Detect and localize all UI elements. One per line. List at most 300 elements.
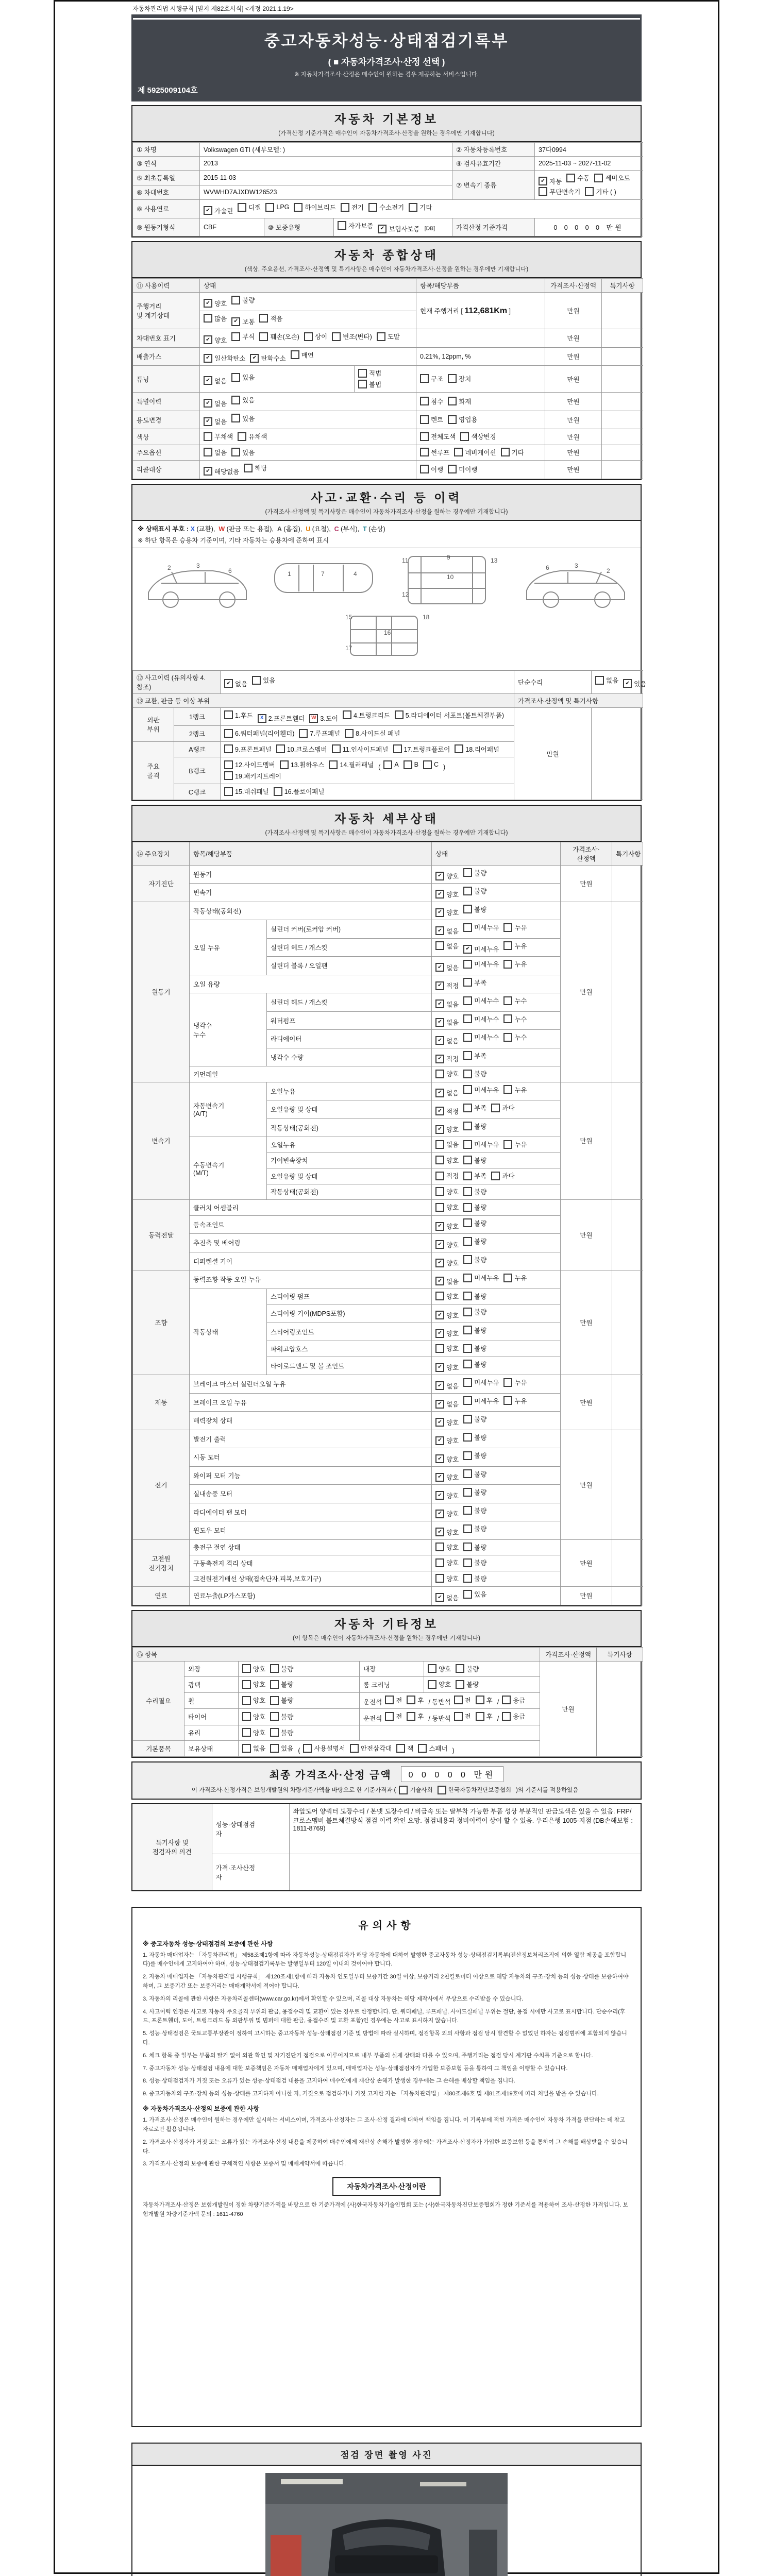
checkbox-후[interactable]: 후 — [407, 1711, 424, 1721]
table-row: 수동변속기 (M/T) 오일누유 없음 미세누유 누유 — [133, 1137, 643, 1153]
checkbox-불량[interactable]: 불량 — [270, 1728, 293, 1737]
checkbox-해당없음[interactable]: ✔ 해당없음 — [204, 467, 239, 476]
option-text: 운전석 — [363, 1699, 382, 1706]
checkbox-무채색[interactable]: 무채색 — [204, 432, 233, 441]
checkbox-icon — [224, 787, 233, 796]
checkbox-없음[interactable]: 없음 — [435, 1140, 459, 1149]
checkbox-불량[interactable]: 불량 — [463, 1187, 486, 1196]
checkbox-양호[interactable]: 양호 — [435, 1202, 459, 1212]
checkbox-양호[interactable]: 양호 — [242, 1696, 265, 1705]
checkbox-icon — [503, 1085, 512, 1094]
table-row: 배력장치 상태 ✔ 양호 불량 — [133, 1412, 643, 1430]
checkbox-상이[interactable]: 상이 — [304, 332, 327, 341]
checkbox-사용설명서[interactable]: 사용설명서 — [303, 1743, 345, 1753]
checkbox-양호[interactable]: 양호 — [435, 1069, 459, 1078]
panel-checkbox-19.패키지트레이[interactable]: 19.패키지트레이 — [224, 771, 281, 781]
checkbox-미세누유[interactable]: 미세누유 — [463, 1140, 499, 1149]
checkbox-변조(변타)[interactable]: 변조(변타) — [332, 332, 372, 341]
label-reg-no: ② 자동차등록번호 — [452, 143, 535, 157]
checkbox-불량[interactable]: 불량 — [463, 1202, 486, 1212]
col-note: 특기사항 — [602, 279, 643, 293]
checkbox-훼손(오손)[interactable]: 훼손(오손) — [259, 332, 299, 341]
checkbox-icon — [501, 448, 510, 456]
diagram-underbody-rear-view — [330, 609, 443, 666]
checkbox-전[interactable]: 전 — [385, 1696, 402, 1705]
checkbox-누유[interactable]: 누유 — [503, 1396, 527, 1405]
checkbox-양호[interactable]: ✔ 양호 — [435, 1311, 459, 1320]
table-row: 용도변경 ✔ 없음 있음 렌트 영업용 만원 — [133, 411, 643, 429]
checkbox-없음[interactable]: ✔ 없음 — [435, 999, 459, 1009]
checkbox-없음[interactable]: 없음 — [595, 675, 618, 685]
panel-checkbox-13.휠하우스[interactable]: 13.휠하우스 — [280, 760, 325, 769]
checkbox-안전삼각대[interactable]: 안전삼각대 — [350, 1743, 392, 1753]
svg-text:18: 18 — [423, 613, 430, 621]
checkbox-양호[interactable]: ✔ 양호 — [204, 335, 227, 345]
option-text: 운전석 — [363, 1715, 382, 1722]
checkbox-양호[interactable]: ✔ 양호 — [435, 1454, 459, 1464]
checkbox-누유[interactable]: 누유 — [503, 1085, 527, 1094]
panel-checkbox-16.플로어패널[interactable]: 16.플로어패널 — [274, 787, 325, 796]
checkbox-네비게이션[interactable]: 네비게이션 — [454, 448, 496, 457]
checkbox-있음[interactable]: 있음 — [463, 1589, 486, 1599]
panel-checkbox-2.프론트휀더[interactable]: X 2.프론트휀더 — [258, 714, 305, 723]
checkbox-있음[interactable]: 있음 — [270, 1743, 293, 1753]
checkbox-불량[interactable]: 불량 — [463, 1558, 486, 1567]
checkbox-양호[interactable]: ✔ 양호 — [435, 1472, 459, 1482]
checkbox-기타 ( )[interactable]: 기타 ( ) — [585, 187, 616, 196]
checkbox-C[interactable]: C — [423, 760, 439, 769]
checkbox-부족[interactable]: 부족 — [463, 1171, 486, 1180]
checkbox-불량[interactable]: 불량 — [463, 886, 486, 895]
checkbox-불량[interactable]: 불량 — [463, 905, 486, 914]
table-row: 차대번호 표기 ✔ 양호 부식 훼손(오손) 상이 변조(변타) 도말 만원 — [133, 329, 643, 348]
checkbox-잭[interactable]: 잭 — [396, 1743, 413, 1753]
table-row: 주요옵션 없음 있음 썬루프 네비게이션 기타 만원 — [133, 445, 643, 461]
checkbox-양호[interactable]: ✔ 양호 — [435, 1125, 459, 1134]
checkbox-icon — [435, 1558, 444, 1567]
checkbox-없음[interactable]: 없음 — [435, 941, 459, 951]
checkbox-미세누유[interactable]: 미세누유 — [463, 959, 499, 969]
panel-checkbox-11.인사이드패널[interactable]: 11.인사이드패널 — [332, 744, 389, 754]
checkbox-과다[interactable]: 과다 — [491, 1103, 514, 1112]
checkbox-불량[interactable]: 불량 — [270, 1696, 293, 1705]
checkbox-icon — [242, 1664, 251, 1673]
table-row: 스티어링 기어(MDPS포함) ✔ 양호 불량 — [133, 1304, 643, 1323]
checkbox-불량[interactable]: 불량 — [463, 1122, 486, 1131]
checkbox-icon: ✔ — [435, 1222, 444, 1231]
checkbox-불량[interactable]: 불량 — [463, 1524, 486, 1533]
checkbox-icon — [242, 1696, 251, 1705]
checkbox-없음[interactable]: ✔ 없음 — [435, 1088, 459, 1097]
value-fuel — [200, 200, 643, 218]
checkbox-양호[interactable]: ✔ 양호 — [435, 1528, 459, 1537]
panel-checkbox-7.루프패널[interactable]: 7.루프패널 — [299, 728, 340, 738]
checkbox-양호[interactable]: ✔ 양호 — [435, 1418, 459, 1427]
checkbox-양호[interactable]: ✔ 양호 — [435, 1258, 459, 1267]
checkbox-양호[interactable]: 양호 — [435, 1292, 459, 1301]
checkbox-탄화수소[interactable]: ✔ 탄화수소 — [250, 353, 285, 363]
checkbox-없음[interactable]: ✔ 없음 — [435, 1381, 459, 1391]
checkbox-양호[interactable]: ✔ 양호 — [435, 1329, 459, 1338]
table-row: 디퍼렌셜 기어 ✔ 양호 불량 — [133, 1252, 643, 1270]
panel-checkbox-5.라디에이터 서포트(볼트체결부품)[interactable]: 5.라디에이터 서포트(볼트체결부품) — [395, 710, 504, 720]
checkbox-미세누유[interactable]: 미세누유 — [463, 1085, 499, 1094]
checkbox-양호[interactable]: ✔ 양호 — [435, 1240, 459, 1249]
checkbox-미이행[interactable]: 미이행 — [448, 465, 477, 474]
checkbox-이행[interactable]: 이행 — [420, 465, 443, 474]
checkbox-icon — [454, 448, 463, 456]
checkbox-icon — [418, 1744, 427, 1753]
checkbox-불량[interactable]: 불량 — [270, 1712, 293, 1721]
checkbox-불량[interactable]: 불량 — [463, 1255, 486, 1264]
panel-checkbox-9.프론트패널[interactable]: 9.프론트패널 — [224, 744, 272, 754]
checkbox-있음[interactable]: 있음 — [231, 395, 255, 404]
checkbox-icon — [435, 1172, 444, 1180]
checkbox-양호[interactable]: 양호 — [435, 1574, 459, 1583]
panel-checkbox-10.크로스멤버[interactable]: 10.크로스멤버 — [276, 744, 327, 754]
checkbox-icon: ✔ — [435, 1259, 444, 1267]
table-row: 광택 양호 불량 룸 크리닝 양호 불량 — [133, 1677, 643, 1693]
checkbox-icon — [259, 332, 268, 341]
checkbox-양호[interactable]: 양호 — [435, 1156, 459, 1165]
checkbox-불량[interactable]: 불량 — [463, 1344, 486, 1353]
checkbox-있음[interactable]: 있음 — [231, 448, 255, 457]
checkbox-icon — [265, 203, 274, 212]
panel-checkbox-17.트렁크플로어[interactable]: 17.트렁크플로어 — [393, 744, 450, 754]
checkbox-불량[interactable]: 불량 — [463, 1487, 486, 1497]
checkbox-불량[interactable]: 불량 — [463, 1326, 486, 1335]
checkbox-전체도색[interactable]: 전체도색 — [420, 432, 456, 441]
checkbox-icon — [503, 996, 512, 1005]
checkbox-디젤[interactable]: 디젤 — [238, 202, 261, 212]
checkbox-없음[interactable]: 없음 — [204, 448, 227, 457]
checkbox-불량[interactable]: 불량 — [270, 1664, 293, 1673]
checkbox-많음[interactable]: 많음 — [204, 314, 227, 323]
checkbox-icon: ✔ — [539, 177, 547, 185]
checkbox-불량[interactable]: 불량 — [463, 1574, 486, 1583]
checkbox-화재[interactable]: 화재 — [448, 397, 471, 406]
checkbox-icon — [491, 1172, 500, 1180]
checkbox-자가보증[interactable]: 자가보증 — [338, 221, 373, 230]
checkbox-미세누수[interactable]: 미세누수 — [463, 1032, 499, 1042]
checkbox-양호[interactable]: ✔ 양호 — [435, 1222, 459, 1231]
checkbox-icon: ✔ — [435, 1036, 444, 1045]
checkbox-양호[interactable]: 양호 — [435, 1344, 459, 1353]
checkbox-전기[interactable]: 전기 — [341, 202, 364, 212]
checkbox-부족[interactable]: 부족 — [463, 978, 486, 987]
checkbox-양호[interactable]: ✔ 양호 — [435, 1491, 459, 1500]
checkbox-응급[interactable]: 응급 — [502, 1711, 525, 1721]
checkbox-불량[interactable]: 불량 — [456, 1680, 479, 1689]
checkbox-기타[interactable]: 기타 — [501, 448, 524, 457]
checkbox-불량[interactable]: 불량 — [463, 1543, 486, 1552]
notice-item: 3. 가격조사·산정의 보증에 관한 구체적인 사항은 보증서 및 매매계약서에 따릅니다. — [143, 2161, 346, 2167]
svg-text:9: 9 — [447, 553, 450, 561]
checkbox-유채색[interactable]: 유채색 — [238, 432, 267, 441]
checkbox-미세누유[interactable]: 미세누유 — [463, 1273, 499, 1282]
checkbox-적정[interactable]: ✔ 적정 — [435, 1107, 459, 1116]
value-year: 2013 — [200, 157, 452, 171]
checkbox-미세누수[interactable]: 미세누수 — [463, 996, 499, 1005]
panel-checkbox-15.대쉬패널[interactable]: 15.대쉬패널 — [224, 787, 269, 796]
checkbox-없음[interactable]: ✔ 없음 — [435, 1018, 459, 1027]
table-row: 리콜대상 ✔ 해당없음 해당 이행 미이행 만원 — [133, 461, 643, 479]
checkbox-icon: ✔ — [204, 299, 212, 308]
table-row: 조향 동력조향 작동 오일 누유 ✔ 없음 미세누유 누유 만원 — [133, 1270, 643, 1289]
checkbox-수소전기[interactable]: 수소전기 — [368, 202, 404, 212]
checkbox-후[interactable]: 후 — [476, 1711, 493, 1721]
damage-legend-note: ※ 하단 항목은 승용차 기준이며, 기타 자동차는 승용차에 준하여 표시 — [132, 534, 641, 548]
checkbox-누수[interactable]: 누수 — [503, 1014, 527, 1024]
checkbox-부족[interactable]: 부족 — [463, 1051, 486, 1060]
checkbox-불량[interactable]: 불량 — [463, 1469, 486, 1479]
checkbox-보통[interactable]: ✔ 보통 — [231, 317, 255, 326]
checkbox-icon — [395, 710, 404, 719]
checkbox-불량[interactable]: 불량 — [463, 1451, 486, 1460]
table-row: 시동 모터 ✔ 양호 불량 — [133, 1448, 643, 1467]
checkbox-불량[interactable]: 불량 — [456, 1664, 479, 1673]
checkbox-보험사보증[interactable]: ✔ 보험사보증 — [378, 224, 419, 233]
checkbox-영업용[interactable]: 영업용 — [448, 415, 477, 424]
final-price-note: 이 가격조사·산정가격은 보험개발원의 차량기준가액을 바탕으로 한 기준가격과 ( 기술사회 한국자동차진단보증협회 )의 기준서를 적용하였음 — [138, 1785, 635, 1795]
checkbox-불량[interactable]: 불량 — [270, 1680, 293, 1689]
panel-checkbox-12.사이드멤버[interactable]: 12.사이드멤버 — [224, 760, 275, 769]
checkbox-전[interactable]: 전 — [385, 1711, 402, 1721]
checkbox-누수[interactable]: 누수 — [503, 1032, 527, 1042]
checkbox-과다[interactable]: 과다 — [491, 1171, 514, 1180]
checkbox-양호[interactable]: 양호 — [435, 1187, 459, 1196]
checkbox-icon — [463, 996, 472, 1005]
checkbox-도말[interactable]: 도말 — [377, 332, 400, 341]
value-first-reg: 2015-11-03 — [200, 171, 452, 185]
notice-items-1 — [143, 1951, 630, 2099]
checkbox-icon: ✔ — [204, 376, 212, 385]
checkbox-불량[interactable]: 불량 — [463, 1307, 486, 1316]
checkbox-icon: ✔ — [378, 225, 386, 233]
checkbox-색상변경[interactable]: 색상변경 — [460, 432, 496, 441]
checkbox-없음[interactable]: ✔ 없음 — [435, 1036, 459, 1045]
notice-item: 1. 가격조사·산정은 매수인이 원하는 경우에만 실시하는 서비스이며, 가격조사·산정자는 그 조사·산정 결과에 대하여 책임을 집니다. 이 기록부에 적힌 가격은 매수인이 자동차 가격을 판단하는 데 참고자료로만 활용됩니다. — [143, 2117, 626, 2132]
checkbox-A[interactable]: A — [383, 760, 398, 769]
checkbox-세미오토[interactable]: 세미오토 — [594, 173, 630, 182]
panel-checkbox-3.도어[interactable]: W 3.도어 — [309, 714, 338, 723]
checkbox-무단변속기[interactable]: 무단변속기 — [539, 187, 580, 196]
damage-code-T: T (손상) — [363, 525, 385, 533]
panel-checkbox-18.리어패널[interactable]: 18.리어패널 — [455, 744, 499, 754]
panel-checkbox-14.필러패널[interactable]: 14.필러패널 — [329, 760, 374, 769]
checkbox-해당[interactable]: 해당 — [244, 463, 267, 472]
checkbox-전[interactable]: 전 — [454, 1711, 471, 1721]
checkbox-불량[interactable]: 불량 — [463, 1433, 486, 1442]
checkbox-icon — [343, 710, 351, 719]
checkbox-icon — [463, 1326, 472, 1334]
checkbox-부식[interactable]: 부식 — [231, 332, 255, 341]
price-note-header: 가격조사·산정액 및 특기사항 — [514, 693, 643, 707]
checkbox-B[interactable]: B — [404, 760, 418, 769]
checkbox-없음[interactable]: ✔ 없음 — [435, 1277, 459, 1286]
checkbox-양호[interactable]: ✔ 양호 — [435, 1436, 459, 1445]
checkbox-누유[interactable]: 누유 — [503, 1273, 527, 1282]
checkbox-하이브리드[interactable]: 하이브리드 — [294, 202, 335, 212]
notice-item: 7. 중고자동차 성능·상태점검 내용에 대한 보증책임은 자동차 매매업자에게 있으며, 매매업자는 성능·상태점검자가 가입한 보증보험 등을 통하여 그 책임을 이행할 수 있습니다. — [143, 2065, 568, 2072]
checkbox-양호[interactable]: 양호 — [428, 1664, 451, 1673]
checkbox-불량[interactable]: 불량 — [463, 1156, 486, 1165]
checkbox-icon — [491, 1104, 500, 1112]
checkbox-없음[interactable]: ✔ 없음 — [204, 417, 227, 426]
checkbox-있음[interactable]: 있음 — [231, 372, 255, 382]
checkbox-icon — [456, 1664, 464, 1673]
svg-text:13: 13 — [491, 556, 498, 564]
checkbox-icon — [409, 203, 417, 212]
checkbox-후[interactable]: 후 — [407, 1696, 424, 1705]
checkbox-양호[interactable]: 양호 — [242, 1664, 265, 1673]
checkbox-부족[interactable]: 부족 — [463, 1103, 486, 1112]
table-row: 냉각수 누수 실린더 헤드 / 개스킷 ✔ 없음 미세누수 누수 — [133, 993, 643, 1012]
checkbox-가솔린[interactable]: ✔ 가솔린 — [204, 206, 233, 215]
checkbox-있음[interactable]: ✔ 있음 — [623, 679, 646, 688]
checkbox-불량[interactable]: 불량 — [463, 1218, 486, 1228]
checkbox-양호[interactable]: ✔ 양호 — [435, 1363, 459, 1372]
checkbox-기타[interactable]: 기타 — [409, 202, 432, 212]
checkbox-icon — [463, 1255, 472, 1264]
checkbox-icon — [463, 1308, 472, 1316]
checkbox-양호[interactable]: 양호 — [242, 1680, 265, 1689]
checkbox-누유[interactable]: 누유 — [503, 1378, 527, 1387]
checkbox-icon — [291, 350, 299, 359]
checkbox-양호[interactable]: ✔ 양호 — [435, 871, 459, 880]
checkbox-icon — [204, 448, 212, 456]
checkbox-장치[interactable]: 장치 — [448, 374, 471, 383]
checkbox-icon — [420, 432, 429, 441]
checkbox-양호[interactable]: 양호 — [242, 1728, 265, 1737]
checkbox-양호[interactable]: ✔ 양호 — [204, 299, 227, 308]
table-row: 와이퍼 모터 기능 ✔ 양호 불량 — [133, 1466, 643, 1485]
checkbox-icon — [539, 187, 547, 196]
checkbox-icon: ✔ — [435, 999, 444, 1008]
form-regulation-note: 자동차관리법 시행규칙 [별지 제82호서식] <개정 2021.1.19> — [132, 5, 294, 12]
checkbox-기술사회[interactable]: 기술사회 — [399, 1786, 432, 1794]
checkbox-없음[interactable]: ✔ 없음 — [435, 963, 459, 972]
detail-state-table — [132, 842, 643, 1605]
checkbox-양호[interactable]: 양호 — [242, 1712, 265, 1721]
checkbox-icon — [242, 1728, 251, 1737]
checkbox-일산화탄소[interactable]: ✔ 일산화탄소 — [204, 353, 245, 363]
checkbox-icon: ✔ — [435, 1329, 444, 1338]
checkbox-LPG[interactable]: LPG — [265, 203, 289, 212]
checkbox-불량[interactable]: 불량 — [463, 868, 486, 877]
table-row: 휠 양호 불량 운전석 전 후 / 동반석 전 후 / 응급 — [133, 1692, 643, 1709]
checkbox-불량[interactable]: 불량 — [463, 1414, 486, 1423]
checkbox-없음[interactable]: ✔ 없음 — [435, 1399, 459, 1409]
checkbox-icon — [463, 1187, 472, 1196]
checkbox-누유[interactable]: 누유 — [503, 941, 527, 951]
checkbox-응급[interactable]: 응급 — [502, 1696, 525, 1705]
checkbox-있음[interactable]: 있음 — [231, 414, 255, 423]
checkbox-적정[interactable]: 적정 — [435, 1171, 459, 1180]
panel-checkbox-1.후드[interactable]: 1.후드 — [224, 710, 253, 720]
checkbox-icon — [503, 1378, 512, 1387]
checkbox-불량[interactable]: 불량 — [463, 1506, 486, 1515]
checkbox-없음[interactable]: 없음 — [242, 1743, 265, 1753]
checkbox-없음[interactable]: ✔ 없음 — [435, 1593, 459, 1602]
checkbox-누유[interactable]: 누유 — [503, 1140, 527, 1149]
inspection-photo-1 — [265, 2473, 508, 2576]
checkbox-불법[interactable]: 불법 — [358, 380, 381, 389]
checkbox-구조[interactable]: 구조 — [420, 374, 443, 383]
checkbox-불량[interactable]: 불량 — [231, 295, 255, 304]
checkbox-불량[interactable]: 불량 — [463, 1292, 486, 1301]
checkbox-수동[interactable]: 수동 — [566, 173, 590, 182]
damage-code-legend: ※ 상태표시 부호 : X (교환), W (판금 또는 용접), A (흠집), U (요철), C (부식), T (손상) — [138, 525, 385, 533]
checkbox-누유[interactable]: 누유 — [503, 923, 527, 932]
checkbox-렌트[interactable]: 렌트 — [420, 415, 443, 424]
checkbox-없음[interactable]: ✔ 없음 — [204, 399, 227, 408]
svg-text:7: 7 — [321, 570, 325, 578]
notice-item: 1. 자동차 매매업자는 「자동차관리법」 제58조제1항에 따라 자동차성능·상태점검자가 해당 자동차에 대하여 발행한 중고자동차 성능·상태점검기록부(전산정보처리조직에 의한 열람 제공을 포함합니다)를 매수인에게 고지하여야 하며, 성능·상태점검기록부는 발행일부터 120일 이내의 것이어야 합니다. — [143, 1952, 627, 1968]
checkbox-적정[interactable]: ✔ 적정 — [435, 981, 459, 990]
checkbox-icon — [303, 1744, 312, 1753]
checkbox-누유[interactable]: 누유 — [503, 959, 527, 969]
checkbox-미세누유[interactable]: 미세누유 — [463, 923, 499, 932]
checkbox-스패너[interactable]: 스패너 — [418, 1743, 447, 1753]
checkbox-미세누유[interactable]: ✔ 미세누유 — [463, 944, 499, 954]
checkbox-icon: ✔ — [435, 1089, 444, 1097]
panel-checkbox-6.쿼터패널(리어휀더)[interactable]: 6.쿼터패널(리어휀더) — [224, 728, 294, 738]
checkbox-양호[interactable]: ✔ 양호 — [435, 908, 459, 917]
svg-text:15: 15 — [345, 613, 352, 621]
table-row: 주요 골격 A랭크 9.프론트패널 10.크로스멤버 11.인사이드패널 17.트렁크플로어 18.리어패널 — [133, 741, 643, 757]
checkbox-있음[interactable]: 있음 — [252, 675, 275, 685]
checkbox-침수[interactable]: 침수 — [420, 397, 443, 406]
price-appraisal-info-button[interactable]: 자동차가격조사·산정이란 — [332, 2177, 440, 2196]
checkbox-양호[interactable]: 양호 — [428, 1680, 451, 1689]
checkbox-미세누유[interactable]: 미세누유 — [463, 1396, 499, 1405]
checkbox-불량[interactable]: 불량 — [463, 1236, 486, 1246]
checkbox-자동[interactable]: ✔ 자동 — [539, 177, 562, 186]
checkbox-icon — [566, 174, 575, 182]
checkbox-양호[interactable]: ✔ 양호 — [435, 890, 459, 899]
inspection-photos-box — [131, 2443, 642, 2576]
checkbox-icon — [428, 1664, 436, 1673]
checkbox-없음[interactable]: ✔ 없음 — [224, 679, 247, 688]
checkbox-한국자동차진단보증협회[interactable]: 한국자동차진단보증협회 — [438, 1786, 511, 1794]
checkbox-icon: ✔ — [435, 1593, 444, 1602]
checkbox-누수[interactable]: 누수 — [503, 996, 527, 1005]
checkbox-매연[interactable]: 매연 — [291, 350, 314, 360]
checkbox-icon: ✔ — [435, 1055, 444, 1063]
checkbox-icon — [393, 744, 402, 753]
checkbox-없음[interactable]: ✔ 없음 — [204, 376, 227, 385]
checkbox-후[interactable]: 후 — [476, 1696, 493, 1705]
checkbox-불량[interactable]: 불량 — [463, 1069, 486, 1078]
checkbox-불량[interactable]: 불량 — [463, 1360, 486, 1369]
checkbox-전[interactable]: 전 — [454, 1696, 471, 1705]
panel-checkbox-4.트렁크리드[interactable]: 4.트렁크리드 — [343, 710, 390, 720]
panel-checkbox-8.사이드실 패널[interactable]: 8.사이드실 패널 — [345, 728, 400, 738]
checkbox-미세누수[interactable]: 미세누수 — [463, 1014, 499, 1024]
checkbox-양호[interactable]: 양호 — [435, 1558, 459, 1567]
checkbox-없음[interactable]: ✔ 없음 — [435, 926, 459, 936]
checkbox-양호[interactable]: ✔ 양호 — [435, 1509, 459, 1518]
checkbox-미세누유[interactable]: 미세누유 — [463, 1378, 499, 1387]
checkbox-적음[interactable]: 적음 — [259, 314, 282, 323]
checkbox-적법[interactable]: 적법 — [358, 368, 381, 378]
checkbox-양호[interactable]: 양호 — [435, 1543, 459, 1552]
checkbox-icon — [299, 729, 308, 738]
inspector-opinion-table — [131, 1803, 642, 1891]
checkbox-썬루프[interactable]: 썬루프 — [420, 448, 449, 457]
checkbox-적정[interactable]: ✔ 적정 — [435, 1054, 459, 1063]
